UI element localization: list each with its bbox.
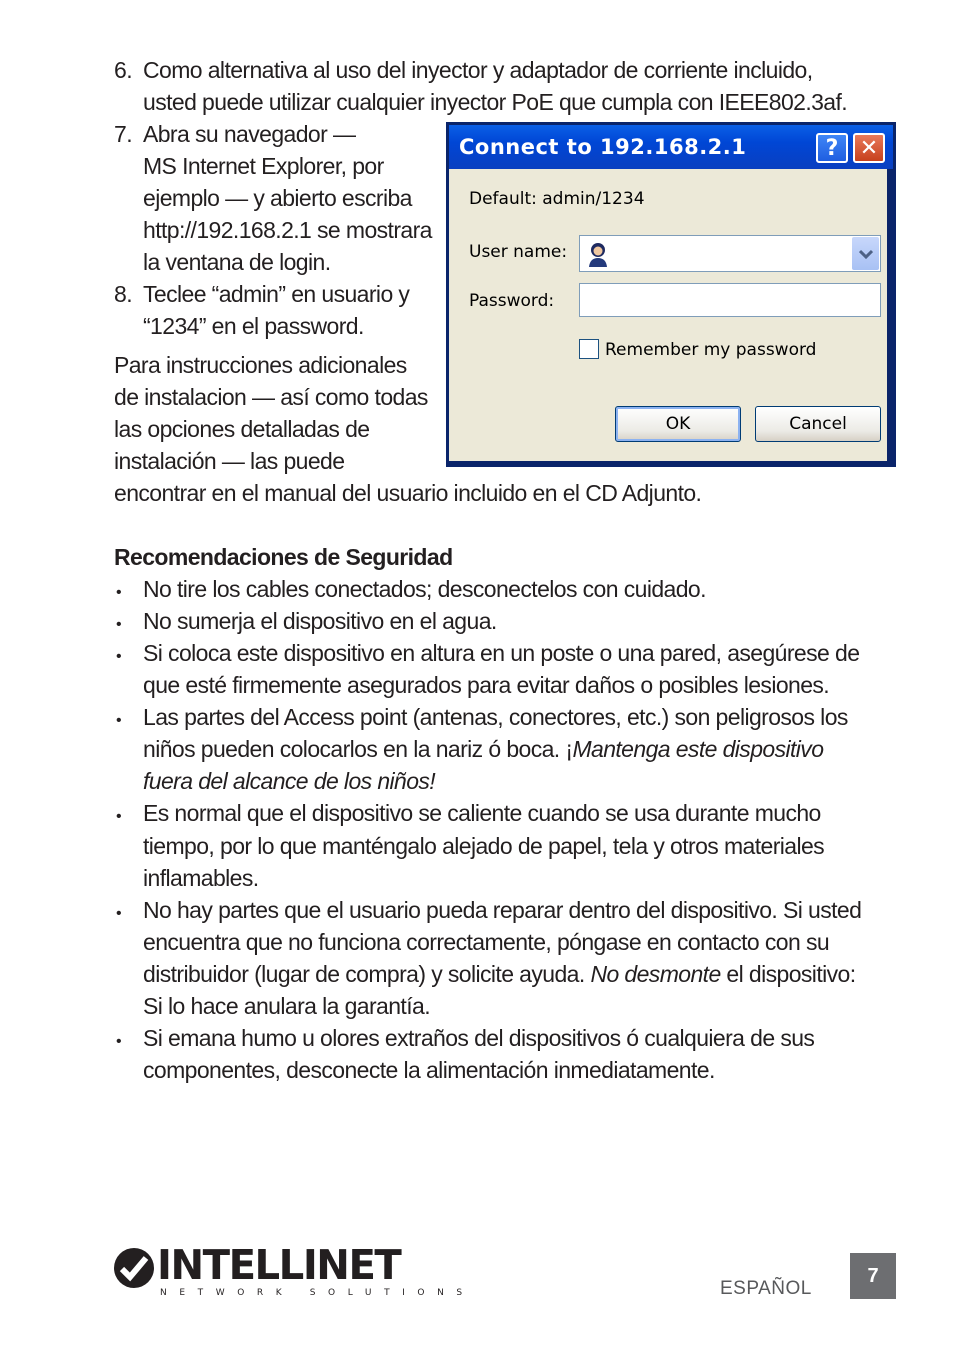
- step-7-number: 7.: [114, 121, 132, 147]
- bullet-4-line-3: fuera del alcance de los niños!: [143, 768, 436, 794]
- bullet-6-marker: [116, 894, 121, 930]
- close-icon: ✕: [859, 135, 879, 161]
- bullet-6-line-2: encuentra que no funciona correctamente, póngase en contacto con su: [143, 929, 830, 955]
- bullet-4-line-2-italic: Mantenga este dispositivo: [572, 736, 824, 762]
- logo-wordmark: INTELLINET: [157, 1241, 401, 1289]
- bullet-4-marker: [116, 701, 121, 737]
- bullet-4-line-2: [143, 733, 823, 765]
- bullet-2-marker: [116, 605, 121, 641]
- dialog-titlebar: [449, 125, 893, 169]
- ok-button[interactable]: OK: [615, 406, 741, 442]
- para-line-2: de instalacion — así como todas: [114, 384, 428, 410]
- step-6-line-2: usted puede utilizar cualquier inyector PoE que cumpla con IEEE802.3af.: [143, 89, 848, 115]
- step-8-line-1: Teclee “admin” en usuario y: [143, 281, 410, 307]
- user-name-combobox[interactable]: [579, 235, 881, 272]
- dialog-body: [449, 169, 887, 461]
- language-label: ESPAÑOL: [720, 1278, 812, 1299]
- remember-password-checkbox[interactable]: [579, 339, 599, 359]
- step-7-line-5: la ventana de login.: [143, 249, 331, 275]
- close-button[interactable]: [853, 133, 885, 163]
- bullet-1-text: No tire los cables conectados; desconectelos con cuidado.: [143, 576, 706, 602]
- bullet-5-line-3: inflamables.: [143, 865, 259, 891]
- login-dialog: [446, 122, 896, 467]
- bullet-5-line-2: tiempo, por lo que manténgalo alejado de papel, tela y otros materiales: [143, 833, 825, 859]
- para-line-4: instalación — las puede: [114, 448, 345, 474]
- logo-check-icon: [113, 1247, 155, 1289]
- step-7-line-4: http://192.168.2.1 se mostrara: [143, 217, 432, 243]
- bullet-7-line-1: Si emana humo u olores extraños del dispositivos ó cualquiera de sus: [143, 1025, 815, 1051]
- bullet-4-line-2-plain: niños pueden colocarlos en la nariz ó boca. ¡: [143, 736, 573, 762]
- default-credentials-text: Default: admin/1234: [469, 189, 645, 209]
- bullet-5-marker: [116, 797, 121, 833]
- logo-tagline: NETWORK SOLUTIONS: [160, 1288, 475, 1298]
- bullet-2-text: No sumerja el dispositivo en el agua.: [143, 608, 497, 634]
- bullet-6-line-3: [143, 958, 856, 990]
- bullet-1-marker: [116, 573, 121, 609]
- bullet-6-line-1: No hay partes que el usuario pueda reparar dentro del dispositivo. Si usted: [143, 897, 862, 923]
- bullet-6-line-3-italic: No desmonte: [590, 961, 721, 987]
- user-name-label: User name:: [469, 242, 568, 262]
- chevron-down-icon: [859, 249, 873, 259]
- password-field[interactable]: [579, 283, 881, 317]
- step-7-line-2: MS Internet Explorer, por: [143, 153, 384, 179]
- user-name-dropdown-button[interactable]: [852, 237, 879, 270]
- page-number: 7: [850, 1253, 896, 1299]
- step-8-line-2: “1234” en el password.: [143, 313, 364, 339]
- step-8-number: 8.: [114, 281, 132, 307]
- step-7-line-3: ejemplo — y abierto escriba: [143, 185, 412, 211]
- password-label: Password:: [469, 291, 555, 311]
- step-6-number: 6.: [114, 57, 132, 83]
- bullet-6-line-3-plain: distribuidor (lugar de compra) y solicite ayuda.: [143, 961, 591, 987]
- bullet-5-line-1: Es normal que el dispositivo se caliente cuando se usa durante mucho: [143, 800, 821, 826]
- para-line-1: Para instrucciones adicionales: [114, 352, 407, 378]
- user-icon: [586, 241, 610, 267]
- dialog-title: Connect to 192.168.2.1: [459, 135, 747, 159]
- bullet-6-line-3-tail: el dispositivo:: [720, 961, 856, 987]
- bullet-3-marker: [116, 637, 121, 673]
- bullet-7-line-2: componentes, desconecte la alimentación inmediatamente.: [143, 1057, 715, 1083]
- bullet-3-line-2: que esté firmemente asegurados para evitar daños o posibles lesiones.: [143, 672, 830, 698]
- remember-password-label[interactable]: Remember my password: [605, 340, 817, 360]
- step-7-line-1: Abra su navegador —: [143, 121, 356, 147]
- help-button[interactable]: [816, 133, 848, 163]
- bullet-3-line-1: Si coloca este dispositivo en altura en un poste o una pared, asegúrese de: [143, 640, 860, 666]
- bullet-6-line-4: Si lo hace anulara la garantía.: [143, 993, 430, 1019]
- step-6-line-1: Como alternativa al uso del inyector y adaptador de corriente incluido,: [143, 57, 813, 83]
- cancel-button[interactable]: Cancel: [755, 406, 881, 442]
- help-icon: ?: [825, 135, 839, 161]
- safety-heading: Recomendaciones de Seguridad: [114, 544, 453, 570]
- bullet-7-marker: [116, 1022, 121, 1058]
- para-line-3: las opciones detalladas de: [114, 416, 370, 442]
- para-line-5: encontrar en el manual del usuario incluido en el CD Adjunto.: [114, 480, 702, 506]
- bullet-4-line-1: Las partes del Access point (antenas, conectores, etc.) son peligrosos los: [143, 704, 848, 730]
